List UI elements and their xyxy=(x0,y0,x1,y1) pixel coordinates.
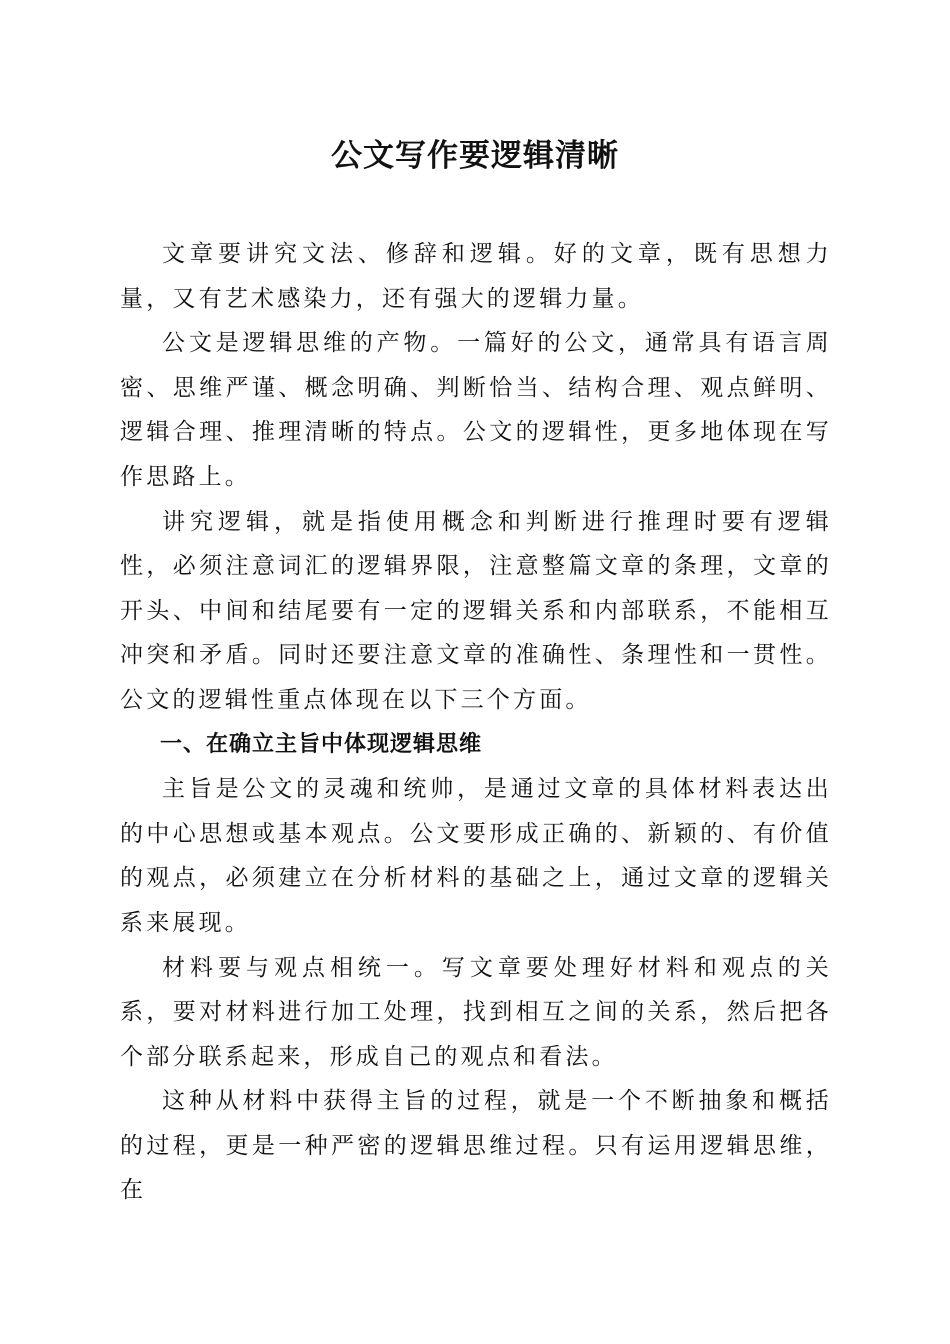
paragraph: 公文是逻辑思维的产物。一篇好的公文，通常具有语言周密、思维严谨、概念明确、判断恰当、结构合理、观点鲜明、逻辑合理、推理清晰的特点。公文的逻辑性，更多地体现在写作思路上。 xyxy=(120,330,832,490)
document-title: 公文写作要逻辑清晰 xyxy=(331,138,619,174)
section-heading: 一、在确立主旨中体现逻辑思维 xyxy=(160,731,483,757)
paragraph: 主旨是公文的灵魂和统帅，是通过文章的具体材料表达出的中心思想或基本观点。公文要形成正确的、新颖的、有价值的观点，必须建立在分析材料的基础之上，通过文章的逻辑关系来展现。 xyxy=(120,776,832,936)
paragraph: 材料要与观点相统一。写文章要处理好材料和观点的关系，要对材料进行加工处理，找到相互之间的关系，然后把各个部分联系起来，形成自己的观点和看法。 xyxy=(120,954,832,1070)
paragraph: 文章要讲究文法、修辞和逻辑。好的文章，既有思想力量，又有艺术感染力，还有强大的逻辑力量。 xyxy=(120,241,832,312)
document-body xyxy=(120,232,832,1213)
paragraph: 讲究逻辑，就是指使用概念和判断进行推理时要有逻辑性，必须注意词汇的逻辑界限，注意整篇文章的条理，文章的开头、中间和结尾要有一定的逻辑关系和内部联系，不能相互冲突和矛盾。同时还要注意文章的准确性、条理性和一贯性。公文的逻辑性重点体现在以下三个方面。 xyxy=(120,508,832,713)
paragraph: 这种从材料中获得主旨的过程，就是一个不断抽象和概括的过程，更是一种严密的逻辑思维过程。只有运用逻辑思维，在 xyxy=(120,1088,832,1204)
